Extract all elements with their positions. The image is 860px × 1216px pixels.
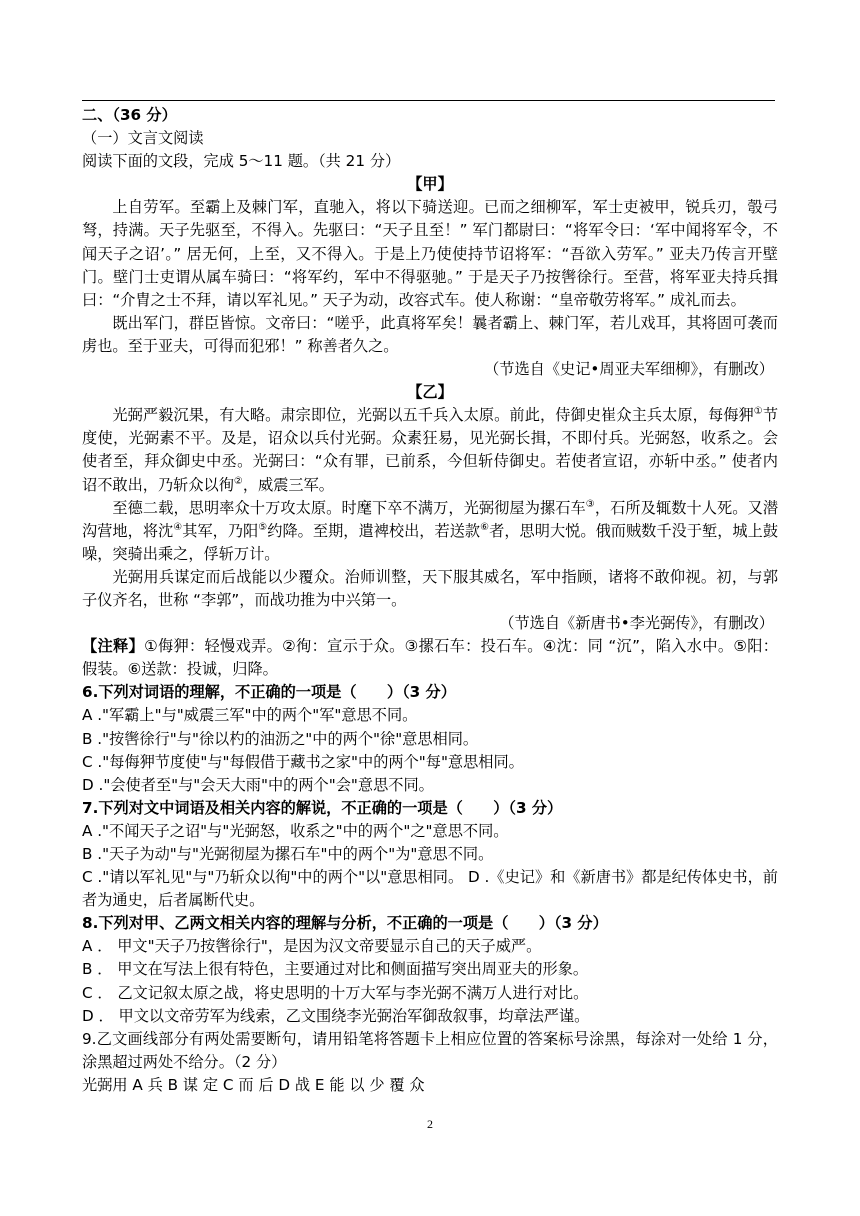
- text-b-p1-part: 光弼严毅沉果，有大略。肃宗即位，光弼以五千兵入太原。前此，侍御史崔众主兵太原，每侮狎: [112, 406, 754, 425]
- question-9-stem: 9.乙文画线部分有两处需要断句，请用铅笔将答题卡上相应位置的答案标号涂黑，每涂对一处给 1 分，涂黑超过两处不给分。（2 分）: [82, 1029, 778, 1071]
- notes: [82, 635, 778, 681]
- question-8-option-c: C ． 乙文记叙太原之战，将史思明的十万大军与李光弼不满万人进行对比。: [82, 983, 589, 1002]
- question-9-line: 光弼用 A 兵 B 谋 定 C 而 后 D 战 E 能 以 少 覆 众: [82, 1075, 425, 1094]
- text-b-p2-part: 约降。至期，遣裨校出，若送款: [267, 521, 481, 540]
- text-b-marker: 【乙】: [407, 383, 453, 402]
- text-a-paragraph-2: 既出军门，群臣皆惊。文帝曰：“嗟乎，此真将军矣！曩者霸上、棘门军，若儿戏耳，其将固可袭而虏也。至于亚夫，可得而犯邪！” 称善者久之。: [82, 313, 778, 355]
- note-ref-6: ⑥: [480, 521, 490, 533]
- text-b-p2-part: 其军，乃阳: [182, 521, 259, 540]
- text-b-paragraph-3: 光弼用兵谋定而后战能以少覆众。治师训整，天下服其威名，军中指顾，诸将不敢仰视。初，与郭子仪齐名，世称 “李郭”，而战功推为中兴第一。: [82, 567, 778, 609]
- question-7-option-c: C ."请以军礼见"与"乃斩众以徇"中的两个"以"意思相同。 D .《史记》和《新唐书》都是纪传体史书，前者为通史，后者属断代史。: [82, 868, 778, 910]
- question-7-option-b: B ."天子为动"与"光弼彻屋为摞石车"中的两个"为"意思不同。: [82, 845, 494, 863]
- text-b-paragraph-1: [82, 404, 778, 496]
- text-a-source: （节选自《史记•周亚夫军细柳》，有删改）: [484, 360, 774, 379]
- question-6-option-d: D ."会使者至"与"会天大雨"中的两个"会"意思不同。: [82, 775, 434, 794]
- question-8-option-b: B ． 甲文在写法上很有特色，主要通过对比和侧面描写突出周亚夫的形象。: [82, 960, 589, 979]
- text-b-p1-part: 节度使，光弼素不平。及是，诏众以兵付光弼。众素狂易，见光弼长揖，不即付兵。光弼怒，收系之。会使者至，拜众御史中丞。光弼曰：“众有罪，已前系，今但斩侍御史。若使者宣诏，亦斩中丞。” 使者内诏不敢出，乃斩众以徇: [82, 406, 779, 494]
- question-6-option-b: B ."按辔徐行"与"徐以杓的油沥之"中的两个"徐"意思相同。: [82, 729, 479, 748]
- question-8-stem: 8.下列对甲、乙两文相关内容的理解与分析，不正确的一项是（ ）（3 分）: [82, 914, 608, 933]
- instructions: 阅读下面的文段，完成 5～11 题。（共 21 分）: [82, 152, 401, 171]
- subsection-heading: （一）文言文阅读: [82, 129, 204, 148]
- note-ref-3: ③: [585, 498, 595, 510]
- section-heading: 二、（36 分）: [82, 106, 177, 124]
- question-8-option-a: A ． 甲文"天子乃按辔徐行"，是因为汉文帝要显示自己的天子威严。: [82, 937, 542, 956]
- text-a-marker: 【甲】: [407, 175, 453, 194]
- question-7-stem: 7.下列对文中词语及相关内容的解说，不正确的一项是（ ）（3 分）: [82, 798, 563, 817]
- notes-text: ①侮狎：轻慢戏弄。②徇：宣示于众。③摞石车：投石车。④沈：同 “沉”，陷入水中。⑤阳：假装。⑥送款：投诚，归降。: [82, 637, 778, 679]
- question-6-option-c: C ."每侮狎节度使"与"每假借于藏书之家"中的两个"每"意思相同。: [82, 752, 524, 771]
- page-number: 2: [427, 1117, 433, 1131]
- note-ref-5: ⑤: [258, 521, 268, 533]
- text-b-p2-part: 者，思明大悦。俄而贼数千没于堑，城上鼓噪，突骑出乘之，俘斩万计。: [82, 521, 779, 563]
- page-content: [82, 104, 778, 1097]
- header-rule: [82, 100, 775, 101]
- text-b-paragraph-2: [82, 497, 778, 566]
- question-7-option-a: A ."不闻天子之诏"与"光弼怒，收系之"中的两个"之"意思不同。: [82, 821, 509, 840]
- text-b-source: （节选自《新唐书•李光弼传》，有删改）: [499, 614, 774, 633]
- question-6-stem: 6.下列对词语的理解，不正确的一项是（ ）（3 分）: [82, 683, 456, 702]
- text-a-paragraph-1: 上自劳军。至霸上及棘门军，直驰入，将以下骑送迎。已而之细柳军，军士吏被甲，锐兵刃，彀弓弩，持满。天子先驱至，不得入。先驱曰：“天子且至！” 军门都尉曰：“将军令曰：‘军中闻将军令，不闻天子之诏’。” 居无何，上至，又不得入。于是上乃使使持节诏将军：“吾欲入劳军。” 亚夫乃传言开壁门。壁门士吏谓从属车骑曰：“将军约，军中不得驱驰。” 于是天子乃按辔徐行。至营，将军亚夫持兵揖曰：“介胄之士不拜，请以军礼见。” 天子为动，改容式车。使人称谢：“皇帝敬劳将军。” 成礼而去。: [82, 198, 778, 309]
- question-8-option-d: D ． 甲文以文帝劳军为线索，乙文围绕李光弼治军御敌叙事，均章法严谨。: [82, 1006, 590, 1025]
- text-b-p1-part: ，威震三军。: [242, 475, 334, 494]
- notes-label: 【注释】: [82, 637, 145, 656]
- note-ref-4: ④: [173, 521, 183, 533]
- text-b-p2-part: ，石所及辄数十人死。又潜沟营地，将沈: [82, 498, 779, 540]
- question-6-option-a: A ."军霸上"与"威震三军"中的两个"军"意思不同。: [82, 706, 418, 725]
- text-b-p2-part: 至德二载，思明率众十万攻太原。时麾下卒不满万，光弼彻屋为摞石车: [112, 498, 586, 517]
- note-ref-1: ①: [753, 406, 763, 418]
- note-ref-2: ②: [233, 475, 243, 487]
